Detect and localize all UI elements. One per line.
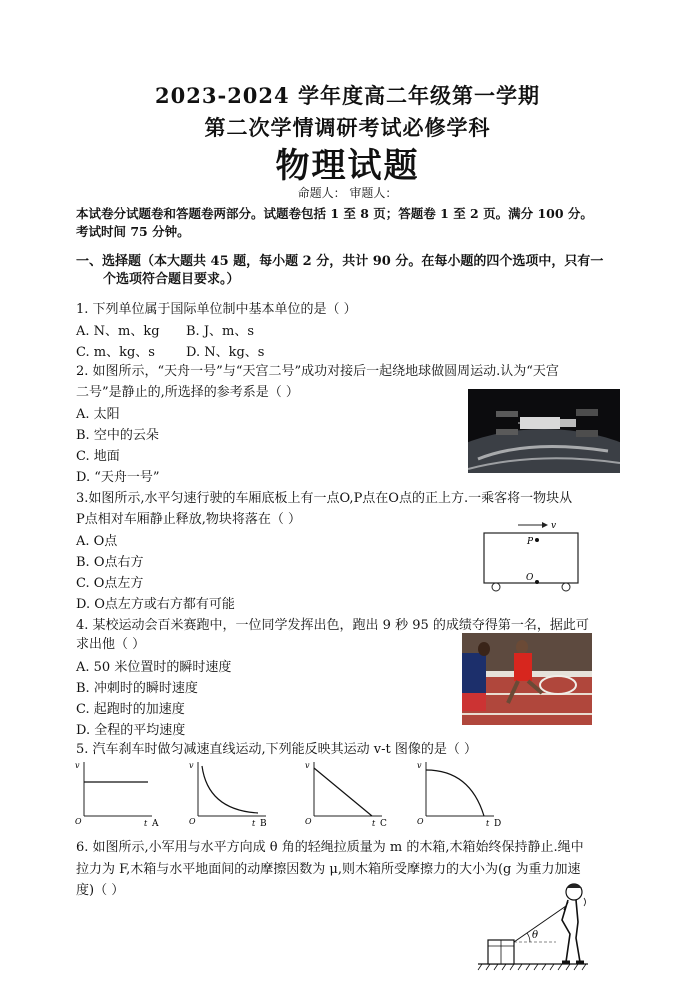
vt-graph-a bbox=[72, 756, 172, 828]
q2-option-d: D. “天舟一号” bbox=[76, 470, 160, 485]
q2-option-a: A. 太阳 bbox=[76, 407, 120, 422]
velocity-label: v bbox=[551, 521, 557, 531]
vt-graph-a-label: A bbox=[152, 819, 159, 828]
page-title: 物理试题 bbox=[275, 146, 420, 186]
boy-pulling-box-diagram bbox=[472, 876, 598, 972]
theta-label: θ bbox=[532, 930, 539, 941]
vt-graph-c-o: O bbox=[305, 817, 312, 826]
q2-option-b: B. 空中的云朵 bbox=[76, 428, 159, 443]
q3-option-a: A. O点 bbox=[76, 534, 118, 549]
q1-option-a: A. N、m、kg bbox=[76, 324, 160, 339]
q3-option-b: B. O点右方 bbox=[76, 555, 144, 570]
q4-stem-1: 4. 某校运动会百米赛跑中，一位同学发挥出色，跑出 9 秒 95 的成绩夺得第一名，据此可 bbox=[76, 618, 589, 633]
notice-line-2: 考试时间 75 分钟。 bbox=[76, 224, 190, 239]
q4-stem-2: 求出他（ ） bbox=[76, 637, 146, 652]
signers: 命题人： 审题人： bbox=[297, 186, 398, 200]
vt-graph-c-label: C bbox=[380, 819, 387, 828]
section-heading-2: 个选项符合题目要求。） bbox=[103, 272, 240, 287]
vt-graph-b-o: O bbox=[189, 817, 196, 826]
q6-stem-1: 6. 如图所示,小军用与水平方向成 θ 角的轻绳拉质量为 m 的木箱,木箱始终保持静止.绳中 bbox=[76, 840, 584, 855]
train-car-diagram bbox=[478, 516, 588, 596]
q3-option-c: C. O点左方 bbox=[76, 576, 144, 591]
header-line-1: 2023-2024 学年度高二年级第一学期 bbox=[155, 83, 540, 108]
q3-option-d: D. O点左方或右方都有可能 bbox=[76, 597, 235, 612]
q5-stem: 5. 汽车刹车时做匀减速直线运动,下列能反映其运动 v-t 图像的是（ ） bbox=[76, 742, 478, 757]
vt-graph-c bbox=[302, 756, 402, 828]
vt-graph-b-t: t bbox=[252, 819, 256, 828]
q4-option-c: C. 起跑时的加速度 bbox=[76, 702, 185, 717]
vt-graph-a-v: v bbox=[75, 761, 80, 770]
vt-graph-d bbox=[414, 756, 514, 828]
vt-graph-b-label: B bbox=[260, 819, 267, 828]
q4-option-a: A. 50 米位置时的瞬时速度 bbox=[76, 660, 232, 675]
q6-stem-3: 度)（ ） bbox=[76, 883, 125, 898]
point-p-label: P bbox=[527, 537, 534, 547]
q1-option-b: B. J、m、s bbox=[186, 324, 255, 339]
vt-graph-b bbox=[186, 756, 286, 828]
vt-graph-c-v: v bbox=[305, 761, 310, 770]
q4-option-d: D. 全程的平均速度 bbox=[76, 723, 186, 738]
sprinters-photo bbox=[462, 633, 592, 725]
vt-graph-a-o: O bbox=[75, 817, 82, 826]
notice-line-1: 本试卷分试题卷和答题卷两部分。试题卷包括 1 至 8 页；答题卷 1 至 2 页。满分 100 分。 bbox=[76, 206, 593, 221]
q4-option-b: B. 冲刺时的瞬时速度 bbox=[76, 681, 198, 696]
vt-graph-d-o: O bbox=[417, 817, 424, 826]
space-station-photo bbox=[468, 389, 620, 473]
q6-stem-2: 拉力为 F,木箱与水平地面间的动摩擦因数为 μ,则木箱所受摩擦力的大小为(g 为重力加速 bbox=[76, 862, 581, 877]
q2-stem-1: 2. 如图所示，“天舟一号”与“天宫二号”成功对接后一起绕地球做圆周运动.认为“天宫 bbox=[76, 364, 559, 379]
point-o-label: O bbox=[526, 573, 534, 583]
q1-stem: 1. 下列单位属于国际单位制中基本单位的是（ ） bbox=[76, 302, 357, 317]
q1-option-d: D. N、kg、s bbox=[186, 345, 265, 360]
vt-graph-d-label: D bbox=[494, 819, 502, 828]
vt-graph-d-t: t bbox=[486, 819, 490, 828]
q2-stem-2: 二号”是静止的,所选择的参考系是（ ） bbox=[76, 385, 299, 400]
q3-stem-1: 3.如图所示,水平匀速行驶的车厢底板上有一点O,P点在O点的正上方.一乘客将一物块从 bbox=[76, 491, 573, 506]
q2-option-c: C. 地面 bbox=[76, 449, 120, 464]
vt-graph-b-v: v bbox=[189, 761, 194, 770]
vt-graph-a-t: t bbox=[144, 819, 148, 828]
q3-stem-2: P点相对车厢静止释放,物块将落在（ ） bbox=[76, 512, 302, 527]
header-line-2: 第二次学情调研考试必修学科 bbox=[204, 115, 491, 140]
section-heading-1: 一、选择题（本大题共 45 题，每小题 2 分，共计 90 分。在每小题的四个选项中，只有一 bbox=[76, 254, 604, 269]
vt-graph-d-v: v bbox=[417, 761, 422, 770]
vt-graph-c-t: t bbox=[372, 819, 376, 828]
q1-option-c: C. m、kg、s bbox=[76, 345, 155, 360]
